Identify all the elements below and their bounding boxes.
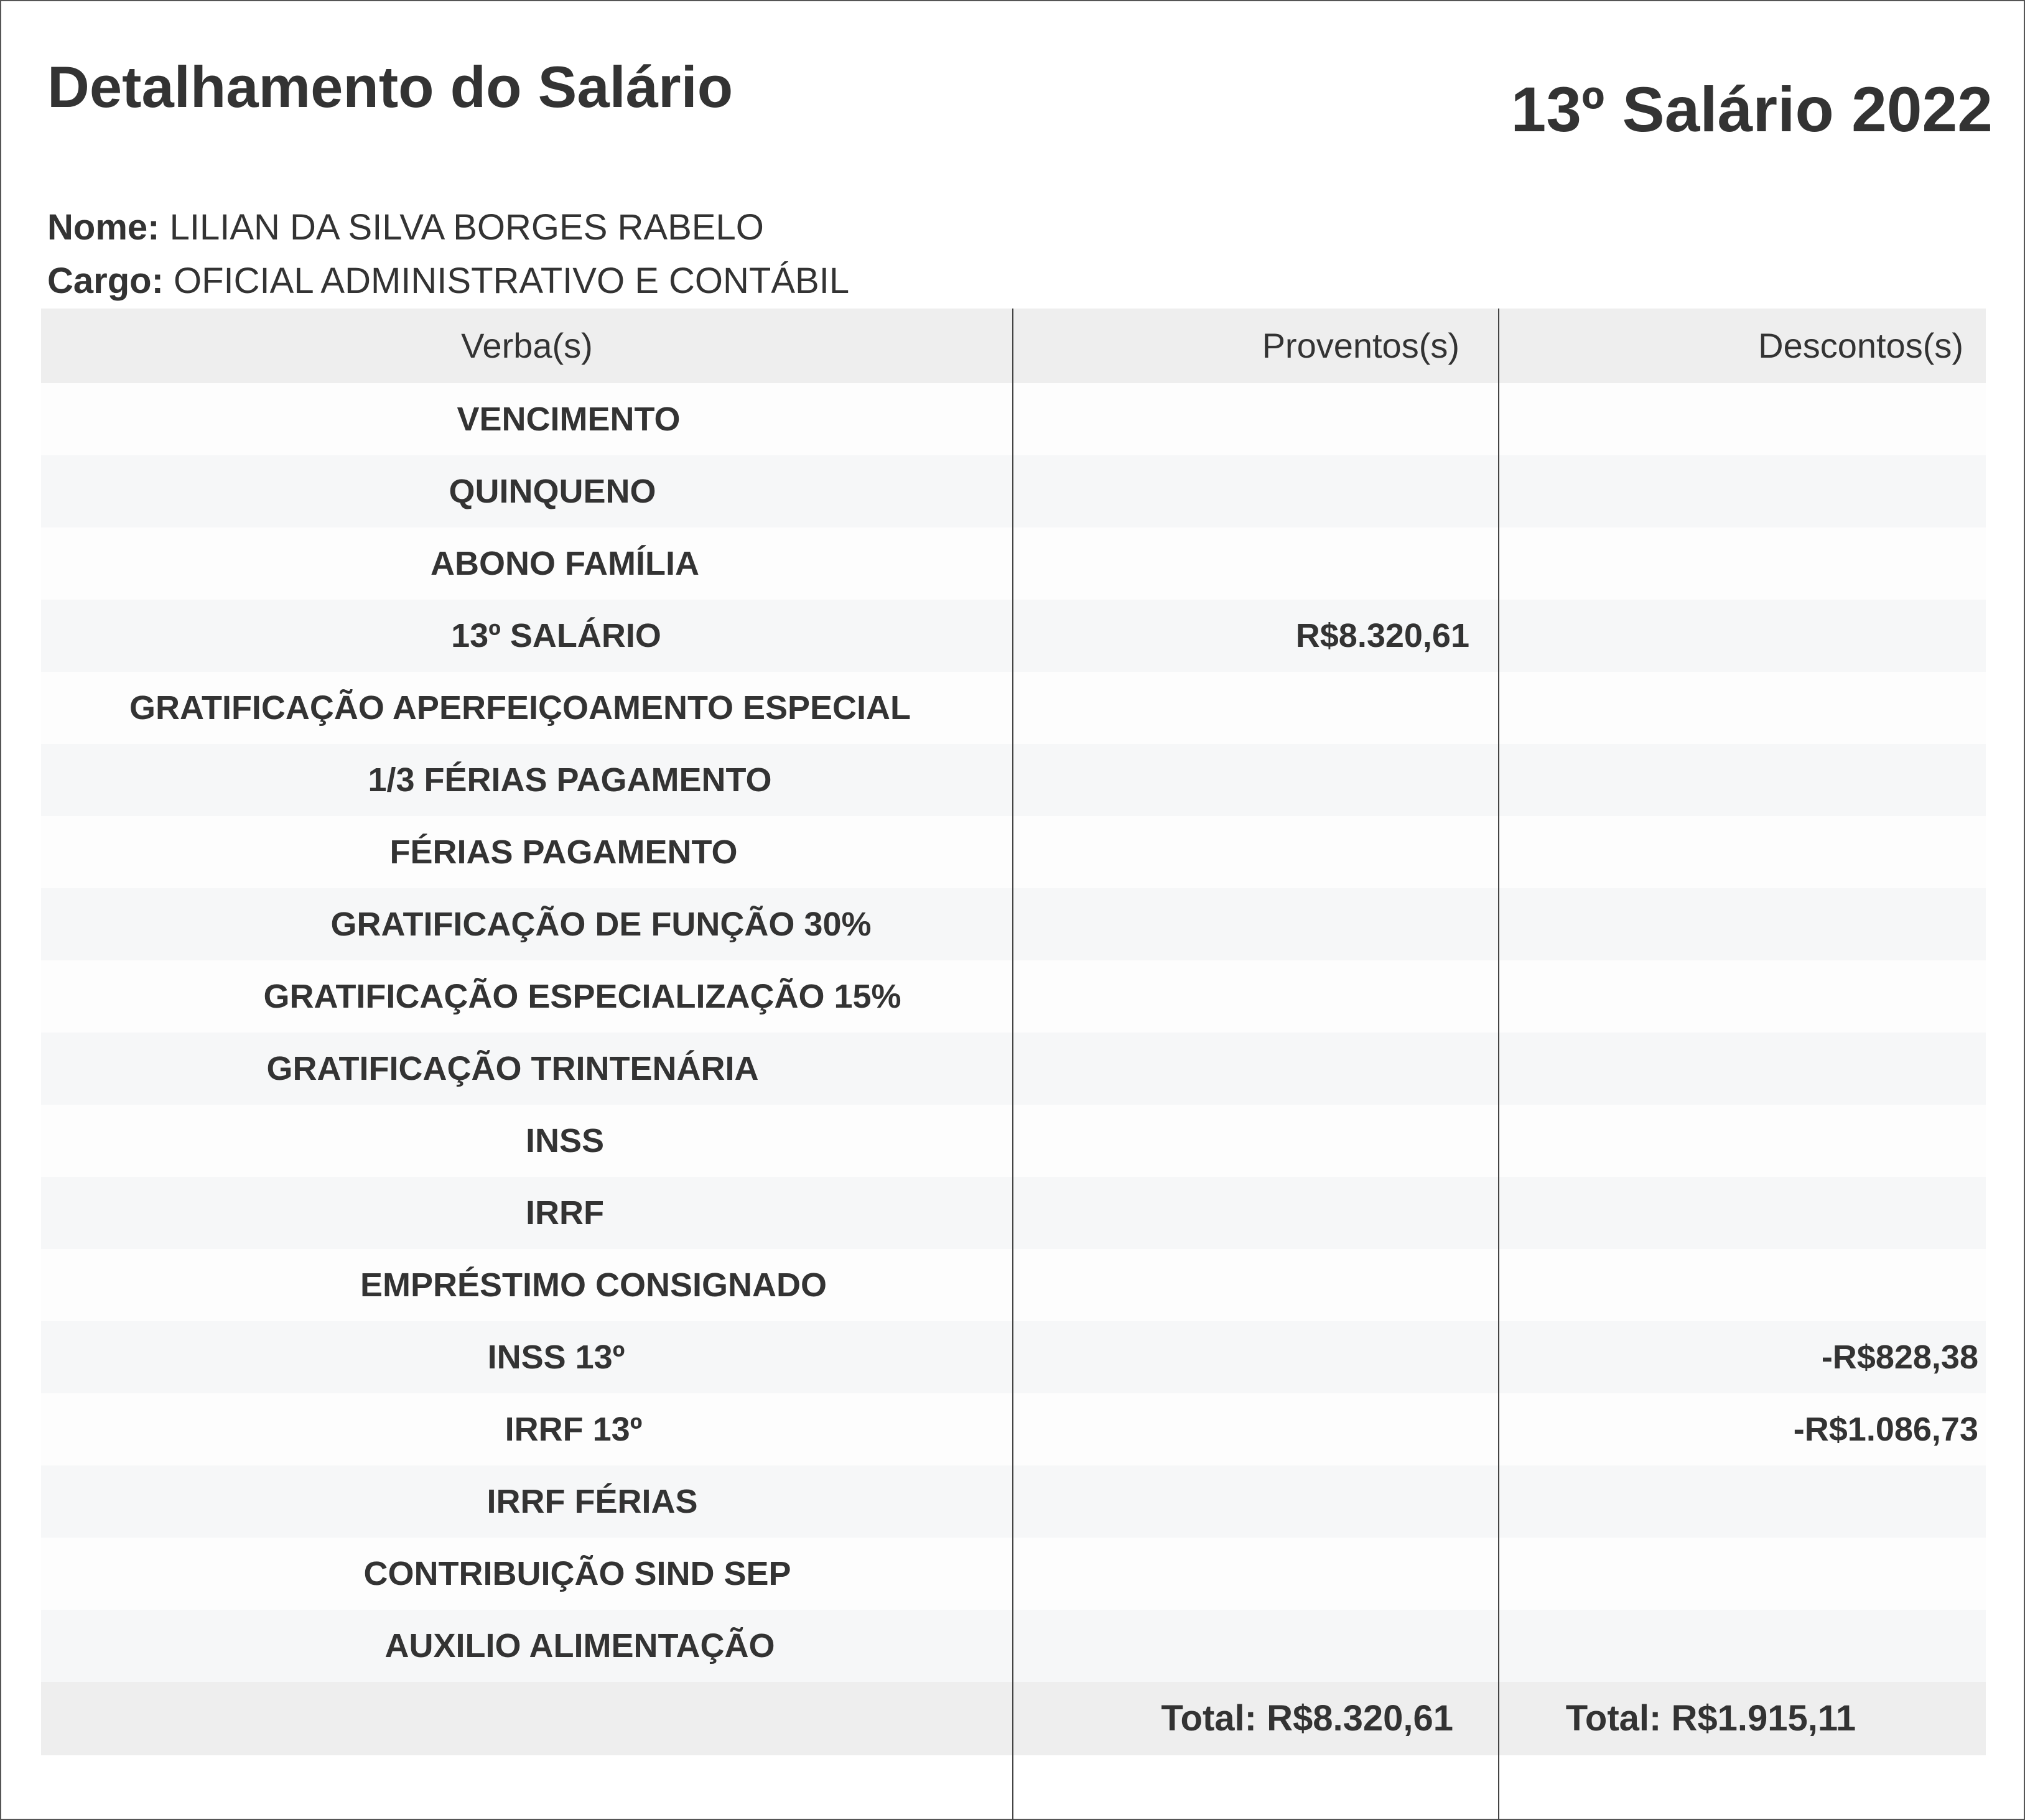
column-divider bbox=[1012, 309, 1013, 1820]
provento-cell bbox=[1013, 744, 1484, 816]
desconto-cell bbox=[1498, 672, 1986, 744]
table-row bbox=[41, 1465, 1986, 1538]
desconto-cell bbox=[1498, 383, 1986, 455]
column-header-descontos: Descontos(s) bbox=[1758, 326, 1963, 365]
provento-cell bbox=[1013, 1538, 1484, 1610]
table-row bbox=[41, 600, 1986, 672]
provento-cell bbox=[1013, 672, 1484, 744]
table-row bbox=[41, 1538, 1986, 1610]
provento-cell bbox=[1013, 1249, 1484, 1321]
provento-cell bbox=[1013, 1465, 1484, 1538]
provento-cell bbox=[1013, 960, 1484, 1033]
verba-cell: GRATIFICAÇÃO TRINTENÁRIA bbox=[266, 1050, 759, 1087]
provento-cell bbox=[1013, 888, 1484, 960]
provento-cell bbox=[1013, 816, 1484, 888]
desconto-cell bbox=[1498, 1105, 1986, 1177]
desconto-cell: -R$1.086,73 bbox=[1793, 1411, 1978, 1448]
desconto-cell bbox=[1498, 1538, 1986, 1610]
desconto-cell bbox=[1498, 1610, 1986, 1682]
provento-cell bbox=[1013, 1321, 1484, 1393]
verba-cell: IRRF 13º bbox=[505, 1411, 643, 1448]
verba-cell: FÉRIAS PAGAMENTO bbox=[389, 833, 738, 871]
role-label: Cargo: bbox=[47, 261, 164, 301]
table-row bbox=[41, 888, 1986, 960]
desconto-cell bbox=[1498, 1177, 1986, 1249]
desconto-cell bbox=[1498, 600, 1986, 672]
employee-role-line bbox=[47, 260, 849, 302]
table-row bbox=[41, 1321, 1986, 1393]
table-row bbox=[41, 1249, 1986, 1321]
provento-cell: R$8.320,61 bbox=[1295, 617, 1469, 654]
period-title: 13º Salário 2022 bbox=[1511, 74, 1993, 145]
table-row bbox=[41, 1105, 1986, 1177]
verba-cell: AUXILIO ALIMENTAÇÃO bbox=[384, 1627, 775, 1664]
employee-name-line bbox=[47, 207, 764, 248]
verba-cell: EMPRÉSTIMO CONSIGNADO bbox=[360, 1266, 827, 1304]
provento-cell bbox=[1013, 1033, 1484, 1105]
desconto-cell bbox=[1498, 816, 1986, 888]
provento-cell bbox=[1013, 383, 1484, 455]
desconto-cell bbox=[1498, 960, 1986, 1033]
table-row bbox=[41, 1033, 1986, 1105]
provento-cell bbox=[1013, 1610, 1484, 1682]
verba-cell: 1/3 FÉRIAS PAGAMENTO bbox=[368, 761, 772, 799]
total-descontos: Total: R$1.915,11 bbox=[1565, 1698, 1856, 1739]
verba-cell: INSS bbox=[525, 1122, 605, 1159]
column-header-proventos: Proventos(s) bbox=[1262, 326, 1459, 365]
verba-cell: INSS 13º bbox=[487, 1339, 625, 1376]
employee-name: LILIAN DA SILVA BORGES RABELO bbox=[169, 207, 764, 248]
desconto-cell bbox=[1498, 455, 1986, 527]
table-row bbox=[41, 1610, 1986, 1682]
table-row bbox=[41, 455, 1986, 527]
verba-cell: GRATIFICAÇÃO DE FUNÇÃO 30% bbox=[330, 906, 872, 943]
desconto-cell bbox=[1498, 1249, 1986, 1321]
total-proventos: Total: R$8.320,61 bbox=[1161, 1698, 1453, 1739]
verba-cell: CONTRIBUIÇÃO SIND SEP bbox=[363, 1555, 791, 1592]
verba-cell: IRRF FÉRIAS bbox=[486, 1483, 698, 1520]
table-header bbox=[41, 309, 1986, 383]
verba-cell: 13º SALÁRIO bbox=[451, 617, 661, 654]
column-divider bbox=[1498, 309, 1499, 1820]
employee-role: OFICIAL ADMINISTRATIVO E CONTÁBIL bbox=[174, 261, 850, 301]
page-title: Detalhamento do Salário bbox=[47, 54, 733, 119]
verba-cell: GRATIFICAÇÃO ESPECIALIZAÇÃO 15% bbox=[263, 978, 901, 1015]
verba-cell: IRRF bbox=[526, 1194, 604, 1232]
table-row bbox=[41, 527, 1986, 600]
provento-cell bbox=[1013, 1105, 1484, 1177]
provento-cell bbox=[1013, 1393, 1484, 1465]
desconto-cell bbox=[1498, 744, 1986, 816]
column-header-verba: Verba(s) bbox=[461, 326, 593, 365]
provento-cell bbox=[1013, 527, 1484, 600]
name-label: Nome: bbox=[47, 207, 160, 248]
table-row bbox=[41, 383, 1986, 455]
table-row bbox=[41, 960, 1986, 1033]
desconto-cell bbox=[1498, 527, 1986, 600]
table-row bbox=[41, 1177, 1986, 1249]
desconto-cell bbox=[1498, 1465, 1986, 1538]
totals-row bbox=[41, 1682, 1986, 1755]
desconto-cell bbox=[1498, 1033, 1986, 1105]
table-row bbox=[41, 1393, 1986, 1465]
provento-cell bbox=[1013, 455, 1484, 527]
verba-cell: GRATIFICAÇÃO APERFEIÇOAMENTO ESPECIAL bbox=[129, 689, 911, 727]
desconto-cell bbox=[1498, 888, 1986, 960]
verba-cell: QUINQUENO bbox=[449, 473, 656, 510]
desconto-cell: -R$828,38 bbox=[1821, 1339, 1978, 1376]
table-row bbox=[41, 744, 1986, 816]
verba-cell: VENCIMENTO bbox=[457, 401, 681, 438]
table-row bbox=[41, 672, 1986, 744]
table-row bbox=[41, 816, 1986, 888]
provento-cell bbox=[1013, 1177, 1484, 1249]
verba-cell: ABONO FAMÍLIA bbox=[431, 545, 699, 582]
